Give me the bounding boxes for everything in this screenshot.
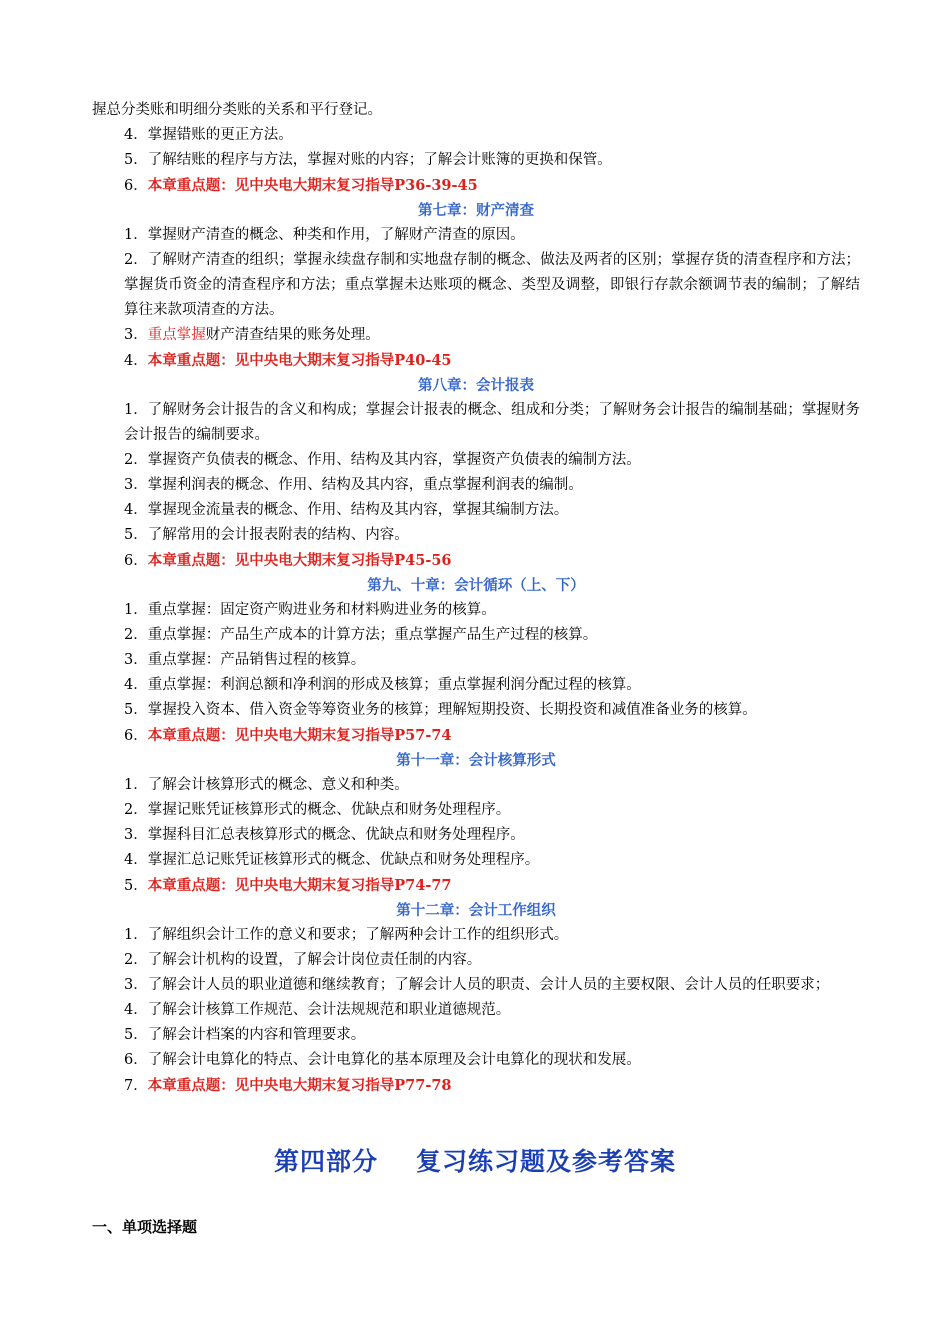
paragraph-line: [92, 398, 860, 448]
line-text: 重点掌握：产品销售过程的核算。: [147, 652, 366, 668]
paragraph-line: [92, 473, 860, 498]
paragraph-line: [92, 623, 860, 648]
paragraph-line: [92, 148, 860, 173]
line-text: 财产清查结果的账务处理。: [205, 327, 380, 343]
line-text: 重点掌握：产品生产成本的计算方法；重点掌握产品生产过程的核算。: [147, 627, 598, 643]
item-number: 3．: [124, 652, 148, 668]
line-text: 了解会计档案的内容和管理要求。: [147, 1027, 366, 1043]
paragraph-line: [92, 873, 860, 898]
paragraph-line: [92, 973, 860, 998]
line-text: 了解会计核算工作规范、会计法规规范和职业道德规范。: [147, 1002, 511, 1018]
paragraph-line: [92, 123, 860, 148]
document-body: [92, 98, 860, 1098]
item-number: 4．: [124, 502, 148, 518]
line-text: 本章重点题：见中央电大期末复习指导P74-77: [147, 877, 452, 894]
line-text: 了解组织会计工作的意义和要求；了解两种会计工作的组织形式。: [147, 927, 569, 943]
item-number: 2．: [124, 452, 148, 468]
line-text: 了解常用的会计报表附表的结构、内容。: [147, 527, 409, 543]
line-text: 了解财产清查的组织；掌握永续盘存制和实地盘存制的概念、做法及两者的区别；掌握存货的清查程序和方法；掌握货币资金的清查程序和方法；重点掌握未达账项的概念、类型及调整，即银行存款余额调节表的编制；了解结算往来款项清查的方法。: [124, 252, 860, 318]
line-text: 了解会计机构的设置，了解会计岗位责任制的内容。: [147, 952, 482, 968]
line-text: 掌握记账凭证核算形式的概念、优缺点和财务处理程序。: [147, 802, 511, 818]
line-text: 第十一章：会计核算形式: [396, 752, 556, 769]
paragraph-line: [92, 498, 860, 523]
line-text: 掌握资产负债表的概念、作用、结构及其内容，掌握资产负债表的编制方法。: [147, 452, 641, 468]
line-text: 重点掌握：固定资产购进业务和材料购进业务的核算。: [147, 602, 496, 618]
paragraph-line: [92, 1073, 860, 1098]
chapter-heading: [92, 198, 860, 223]
paragraph-line: [92, 248, 860, 323]
paragraph-line: [92, 98, 860, 123]
part-title-text: 复习练习题及参考答案: [416, 1147, 677, 1176]
item-number: 4．: [124, 852, 148, 868]
item-number: 3．: [124, 477, 148, 493]
line-text: 掌握错账的更正方法。: [147, 127, 293, 143]
paragraph-line: [92, 348, 860, 373]
line-text: 本章重点题：见中央电大期末复习指导P45-56: [147, 552, 452, 569]
paragraph-line: [92, 598, 860, 623]
paragraph-line: [92, 1023, 860, 1048]
paragraph-line: [92, 173, 860, 198]
line-text: 本章重点题：见中央电大期末复习指导P57-74: [147, 727, 452, 744]
paragraph-line: [92, 548, 860, 573]
item-number: 6．: [124, 728, 148, 744]
line-text: 掌握科目汇总表核算形式的概念、优缺点和财务处理程序。: [147, 827, 525, 843]
item-number: 6．: [124, 178, 148, 194]
item-number: 4．: [124, 127, 148, 143]
line-text: 重点掌握：利润总额和净利润的形成及核算；重点掌握利润分配过程的核算。: [147, 677, 641, 693]
item-number: 3．: [124, 327, 148, 343]
paragraph-line: [92, 448, 860, 473]
line-text: 握总分类账和明细分类账的关系和平行登记。: [92, 102, 382, 118]
item-number: 2．: [124, 252, 148, 268]
item-number: 1．: [124, 602, 148, 618]
item-number: 1．: [124, 402, 148, 418]
item-number: 4．: [124, 1002, 148, 1018]
paragraph-line: [92, 223, 860, 248]
paragraph-line: [92, 998, 860, 1023]
paragraph-line: [92, 848, 860, 873]
item-number: 5．: [124, 878, 148, 894]
item-number: 1．: [124, 227, 148, 243]
paragraph-line: [92, 698, 860, 723]
paragraph-line: [92, 773, 860, 798]
line-text: 了解财务会计报告的含义和构成；掌握会计报表的概念、组成和分类；了解财务会计报告的编制基础；掌握财务会计报告的编制要求。: [124, 402, 860, 443]
line-text: 第八章：会计报表: [418, 377, 534, 394]
paragraph-line: [92, 523, 860, 548]
line-text: 本章重点题：见中央电大期末复习指导P40-45: [147, 352, 452, 369]
emphasis-text: 重点掌握: [147, 327, 206, 343]
paragraph-line: [92, 723, 860, 748]
line-text: 了解会计电算化的特点、会计电算化的基本原理及会计电算化的现状和发展。: [147, 1052, 641, 1068]
line-text: 第十二章：会计工作组织: [396, 902, 556, 919]
item-number: 3．: [124, 827, 148, 843]
item-number: 1．: [124, 927, 148, 943]
item-number: 2．: [124, 952, 148, 968]
paragraph-line: [92, 948, 860, 973]
chapter-heading: [92, 373, 860, 398]
paragraph-line: [92, 1048, 860, 1073]
item-number: 4．: [124, 677, 148, 693]
item-number: 2．: [124, 802, 148, 818]
part-title-number: 第四部分: [273, 1147, 378, 1176]
item-number: 7．: [124, 1078, 148, 1094]
line-text: 了解会计核算形式的概念、意义和种类。: [147, 777, 409, 793]
item-number: 4．: [124, 353, 148, 369]
chapter-heading: [92, 898, 860, 923]
item-number: 5．: [124, 1027, 148, 1043]
section-title: 一、单项选择题: [92, 1218, 198, 1236]
paragraph-line: [92, 648, 860, 673]
paragraph-line: [92, 923, 860, 948]
item-number: 3．: [124, 977, 148, 993]
item-number: 5．: [124, 527, 148, 543]
line-text: 掌握财产清查的概念、种类和作用，了解财产清查的原因。: [147, 227, 525, 243]
line-text: 掌握利润表的概念、作用、结构及其内容，重点掌握利润表的编制。: [147, 477, 583, 493]
item-number: 6．: [124, 553, 148, 569]
paragraph-line: [92, 323, 860, 348]
item-number: 5．: [124, 702, 148, 718]
line-text: 第九、十章：会计循环（上、下）: [367, 577, 585, 594]
paragraph-line: [92, 798, 860, 823]
paragraph-line: [92, 673, 860, 698]
line-text: 本章重点题：见中央电大期末复习指导P77-78: [147, 1077, 452, 1094]
item-number: 5．: [124, 152, 148, 168]
item-number: 1．: [124, 777, 148, 793]
line-text: 掌握现金流量表的概念、作用、结构及其内容，掌握其编制方法。: [147, 502, 569, 518]
line-text: 掌握汇总记账凭证核算形式的概念、优缺点和财务处理程序。: [147, 852, 540, 868]
line-text: 了解结账的程序与方法，掌握对账的内容；了解会计账簿的更换和保管。: [147, 152, 612, 168]
item-number: 6．: [124, 1052, 148, 1068]
line-text: 掌握投入资本、借入资金等筹资业务的核算；理解短期投资、长期投资和减值准备业务的核算。: [147, 702, 757, 718]
item-number: 2．: [124, 627, 148, 643]
line-text: 了解会计人员的职业道德和继续教育；了解会计人员的职责、会计人员的主要权限、会计人员的任职要求；: [147, 977, 830, 993]
chapter-heading: [92, 573, 860, 598]
line-text: 第七章：财产清查: [418, 202, 534, 219]
part-title: [0, 1142, 950, 1178]
paragraph-line: [92, 823, 860, 848]
chapter-heading: [92, 748, 860, 773]
line-text: 本章重点题：见中央电大期末复习指导P36-39-45: [147, 177, 478, 194]
